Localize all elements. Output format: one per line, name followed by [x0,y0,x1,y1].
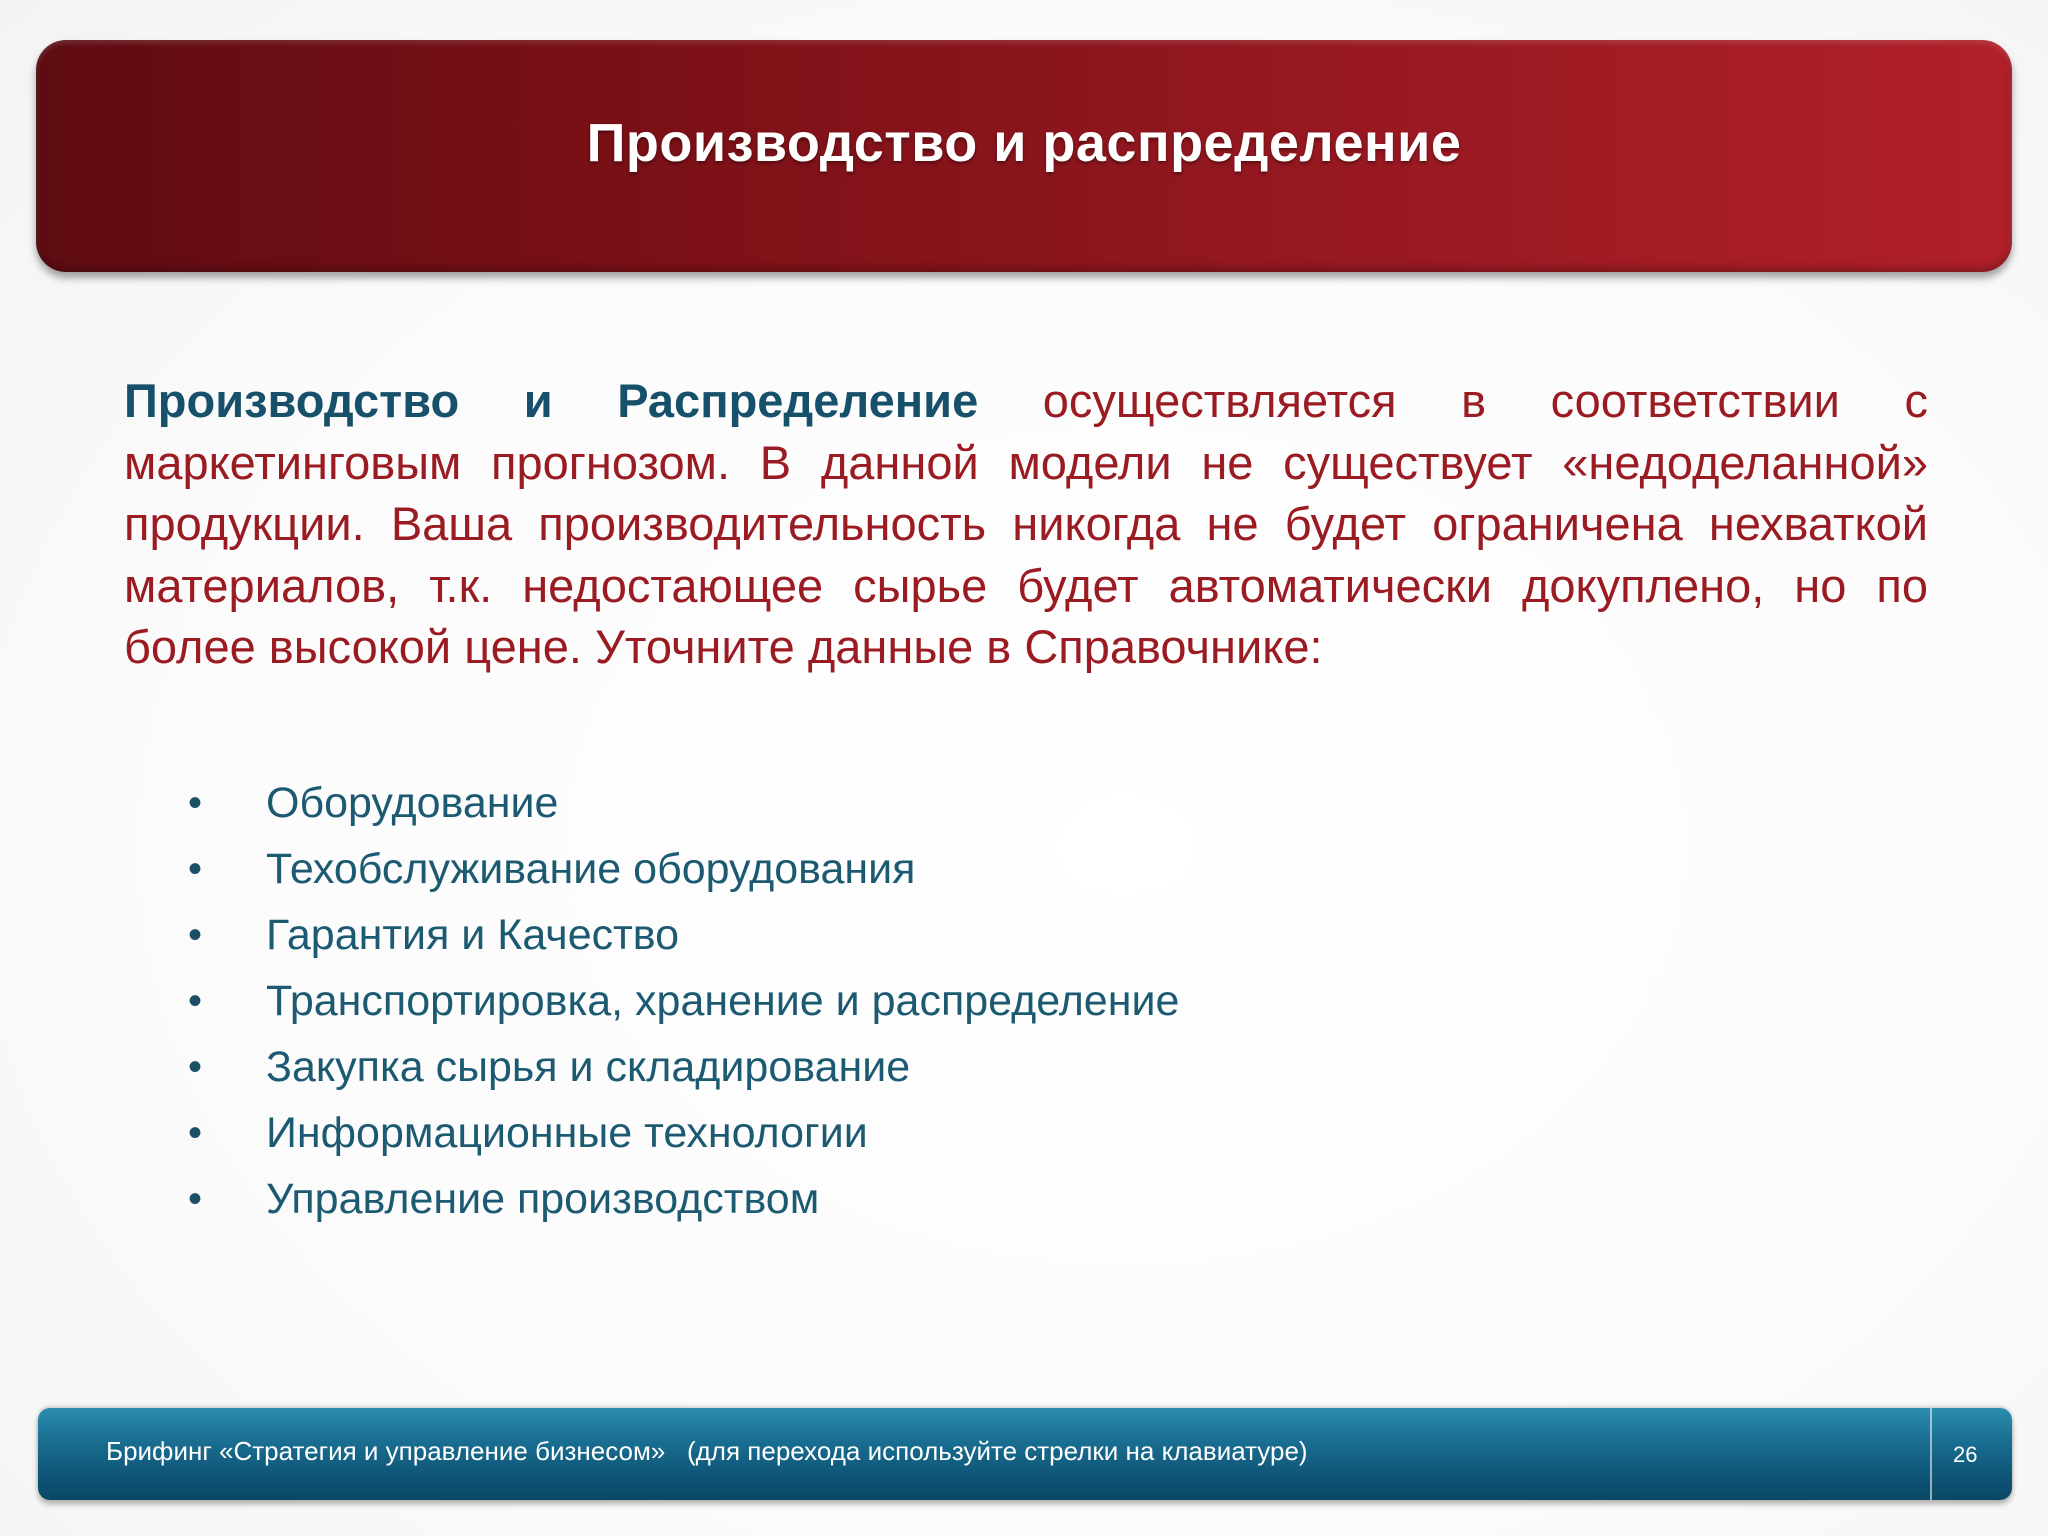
bullet-list [180,770,1179,1232]
list-item-label: Закупка сырья и складирование [266,1043,911,1091]
list-item [180,1166,1179,1232]
list-item [180,836,1179,902]
intro-lead: Производство и Распределение [124,374,979,427]
list-item-label: Информационные технологии [266,1109,868,1157]
footer-divider [1930,1408,1932,1500]
footer-bar [38,1408,2012,1500]
list-item [180,968,1179,1034]
list-item-label: Транспортировка, хранение и распределение [266,977,1180,1025]
bullet-icon: • [188,1045,203,1089]
bullet-icon: • [188,913,203,957]
page-number: 26 [1953,1442,1978,1467]
intro-paragraph [124,370,1928,678]
title-bar [36,40,2012,272]
list-item [180,770,1179,836]
footer-caption: Брифинг «Стратегия и управление бизнесом» (для перехода используйте стрелки на клавиатуре) [106,1436,1308,1466]
slide-title: Производство и распределение [586,113,1462,173]
list-item [180,902,1179,968]
list-item [180,1034,1179,1100]
list-item-label: Управление производством [266,1175,820,1223]
list-item-label: Техобслуживание оборудования [266,845,916,893]
list-item-label: Гарантия и Качество [266,911,680,959]
bullet-icon: • [188,1177,203,1221]
list-item [180,1100,1179,1166]
list-item-label: Оборудование [266,779,559,827]
intro-text: осуществляется в соответствии с маркетинговым прогнозом. В данной модели не существует «недоделанной» продукции. Ваша производительность никогда не будет ограничена нехваткой материалов, т.к. недостающее сырье будет автоматически докуплено, но по более высокой цене. Уточните данные в Справочнике: [124,374,1929,673]
bullet-icon: • [188,1111,203,1155]
bullet-icon: • [188,979,203,1023]
bullet-icon: • [188,781,203,825]
bullet-icon: • [188,847,203,891]
